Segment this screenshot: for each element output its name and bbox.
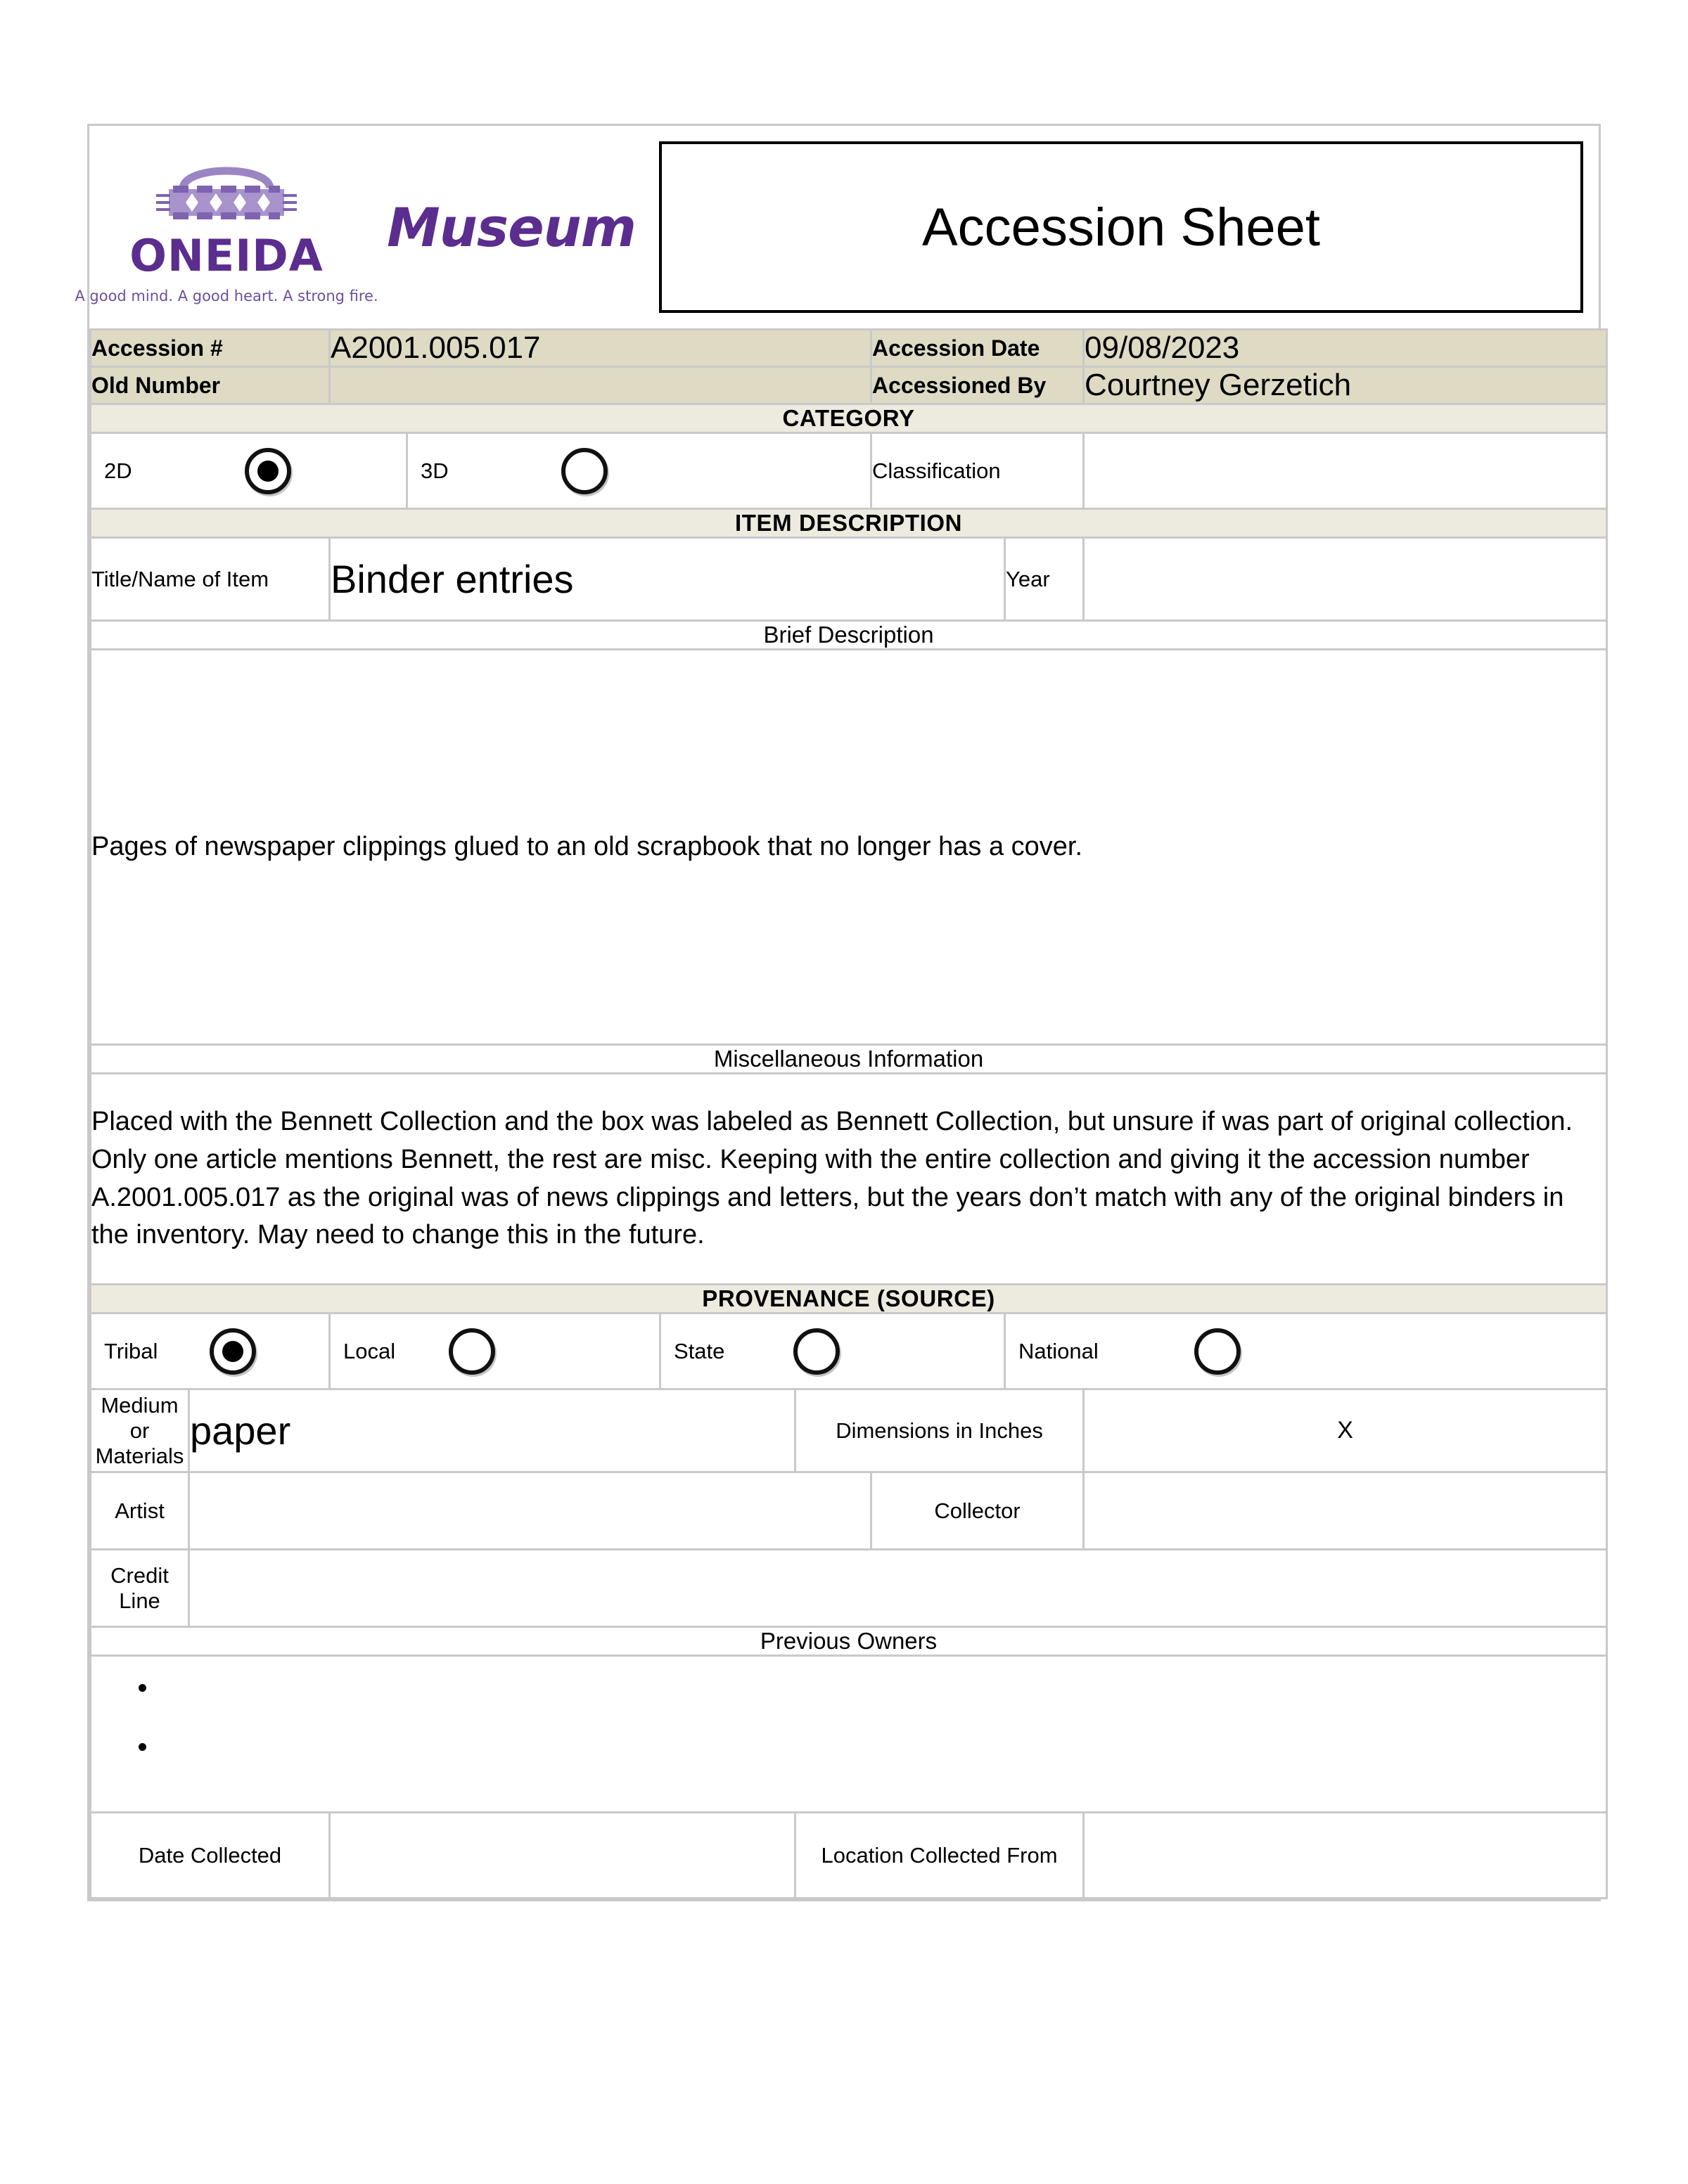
- row-misc-label: [91, 1045, 1607, 1074]
- oneida-tagline: A good mind. A good heart. A strong fire.: [75, 288, 378, 304]
- provenance-radio-local[interactable]: [449, 1328, 495, 1375]
- provenance-option-state[interactable]: [660, 1313, 1005, 1389]
- row-provenance-heading: [91, 1285, 1607, 1313]
- misc-information-label: Miscellaneous Information: [91, 1045, 1607, 1074]
- provenance-radio-national[interactable]: [1194, 1328, 1241, 1375]
- row-credit-line: [91, 1550, 1607, 1627]
- category-radio-3d[interactable]: [561, 448, 608, 494]
- accession-sheet-page: [75, 124, 1601, 1901]
- provenance-option-national-label: National: [1018, 1338, 1099, 1363]
- dimensions-value[interactable]: X: [1084, 1389, 1607, 1472]
- row-misc-body: [91, 1074, 1607, 1285]
- provenance-option-local-label: Local: [343, 1338, 396, 1363]
- page-title: Accession Sheet: [921, 197, 1321, 257]
- row-brief-description-label: [91, 621, 1607, 650]
- previous-owner-item[interactable]: [159, 1734, 1606, 1759]
- provenance-option-local[interactable]: [330, 1313, 660, 1389]
- row-title-year: [91, 538, 1607, 621]
- location-collected-label: Location Collected From: [795, 1813, 1084, 1899]
- sheet-header: [75, 126, 1599, 328]
- row-category-heading: [91, 404, 1607, 433]
- provenance-option-national[interactable]: [1005, 1313, 1607, 1389]
- location-collected-value[interactable]: [1084, 1813, 1607, 1899]
- classification-value[interactable]: [1084, 433, 1607, 509]
- date-collected-value[interactable]: [330, 1813, 795, 1899]
- museum-label: Museum: [387, 195, 636, 259]
- medium-value[interactable]: paper: [189, 1389, 795, 1472]
- credit-line-label: Credit Line: [91, 1550, 189, 1627]
- accessioned-by-label: Accessioned By: [871, 367, 1084, 404]
- category-option-3d-label: 3D: [421, 458, 449, 483]
- accessioned-by-value[interactable]: Courtney Gerzetich: [1084, 367, 1607, 404]
- title-label: Title/Name of Item: [91, 538, 330, 621]
- provenance-option-tribal-label: Tribal: [104, 1338, 158, 1363]
- previous-owners-label: Previous Owners: [91, 1627, 1607, 1656]
- oneida-wordmark: ONEIDA: [129, 230, 324, 281]
- row-previous-owners-list: [91, 1656, 1607, 1813]
- item-description-heading: ITEM DESCRIPTION: [91, 509, 1607, 538]
- accession-number-label: Accession #: [91, 330, 330, 367]
- row-old-number: [91, 367, 1607, 404]
- oneida-logo: [75, 150, 378, 304]
- date-collected-label: Date Collected: [91, 1813, 330, 1899]
- dimensions-label: Dimensions in Inches: [795, 1389, 1084, 1472]
- provenance-radio-state[interactable]: [793, 1328, 840, 1375]
- row-provenance-options: [91, 1313, 1607, 1389]
- provenance-option-state-label: State: [674, 1338, 725, 1363]
- row-artist-collector: [91, 1472, 1607, 1550]
- row-previous-owners-label: [91, 1627, 1607, 1656]
- brief-description-value[interactable]: Pages of newspaper clippings glued to an old scrapbook that no longer has a cover.: [91, 650, 1607, 1045]
- row-category-options: [91, 433, 1607, 509]
- medium-label: Medium or Materials: [91, 1389, 189, 1472]
- row-medium-dimensions: [91, 1389, 1607, 1472]
- provenance-radio-tribal[interactable]: [210, 1328, 256, 1375]
- category-option-2d-label: 2D: [104, 458, 132, 483]
- year-value[interactable]: [1084, 538, 1607, 621]
- accession-form-table: [89, 328, 1608, 1899]
- accession-date-label: Accession Date: [871, 330, 1084, 367]
- collector-label: Collector: [871, 1472, 1084, 1550]
- accession-number-value[interactable]: A2001.005.017: [330, 330, 871, 367]
- provenance-heading: PROVENANCE (SOURCE): [91, 1285, 1607, 1313]
- old-number-label: Old Number: [91, 367, 330, 404]
- collector-value[interactable]: [1084, 1472, 1607, 1550]
- oneida-basket-icon: [142, 157, 311, 233]
- year-label: Year: [1005, 538, 1084, 621]
- row-accession-number: [91, 330, 1607, 367]
- classification-label: Classification: [871, 433, 1084, 509]
- category-option-3d[interactable]: [407, 433, 871, 509]
- category-radio-2d[interactable]: [245, 448, 291, 494]
- row-brief-description-body: [91, 650, 1607, 1045]
- misc-information-value[interactable]: Placed with the Bennett Collection and the box was labeled as Bennett Collection, but unsure if was part of original collection. Only one article mentions Bennett, the rest are misc. Keeping with the entire collection and giving it the accession number A.2001.005.017 as the original was of news clippings and letters, but the years don’t match with any of the original binders in the inventory. May need to change this in the future.: [91, 1074, 1607, 1285]
- brief-description-label: Brief Description: [91, 621, 1607, 650]
- row-item-description-heading: [91, 509, 1607, 538]
- old-number-value[interactable]: [330, 367, 871, 404]
- previous-owner-item[interactable]: [159, 1675, 1606, 1700]
- artist-value[interactable]: [189, 1472, 871, 1550]
- row-date-location-collected: [91, 1813, 1607, 1899]
- credit-line-value[interactable]: [189, 1550, 1607, 1627]
- title-value[interactable]: Binder entries: [330, 538, 1005, 621]
- previous-owners-list[interactable]: [91, 1656, 1607, 1813]
- category-option-2d[interactable]: [91, 433, 407, 509]
- artist-label: Artist: [91, 1472, 189, 1550]
- sheet-title-box: [659, 141, 1583, 313]
- provenance-option-tribal[interactable]: [91, 1313, 330, 1389]
- accession-date-value[interactable]: 09/08/2023: [1084, 330, 1607, 367]
- category-heading: CATEGORY: [91, 404, 1607, 433]
